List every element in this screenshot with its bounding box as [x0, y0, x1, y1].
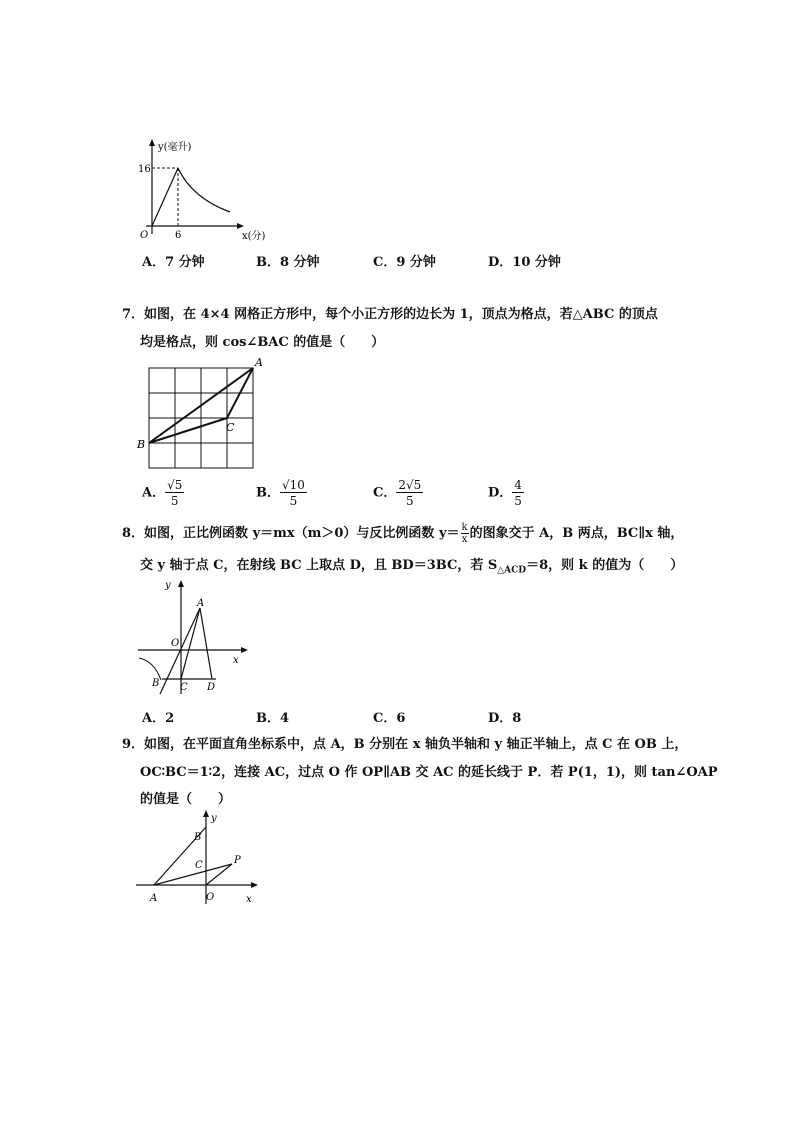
q6-decay-curve	[178, 168, 230, 212]
q8-label-o: O	[171, 638, 180, 649]
q7-option-b-den: 5	[289, 494, 298, 508]
q8-line2-b: ＝8，则 k 的值为（ ）	[526, 558, 684, 573]
q8-option-c: C．6	[373, 711, 406, 726]
q9-label-a: A	[150, 893, 158, 904]
q9-label-p: P	[234, 855, 241, 866]
q7-option-d-den: 5	[514, 494, 522, 508]
q9-label-b: B	[194, 832, 202, 843]
q9-line-ap	[154, 864, 232, 885]
q7-option-a-num: √5	[167, 478, 183, 492]
q6-x-arrow	[237, 223, 244, 229]
q6-y-label: y(毫升)	[158, 142, 192, 153]
q8-option-a: A．2	[142, 711, 175, 726]
q7-option-c-fraction	[396, 479, 423, 507]
q8-frac-num: k	[461, 521, 468, 533]
q9-label-y: y	[211, 813, 217, 824]
q8-label-b: B	[152, 678, 160, 689]
q8-option-b: B．4	[256, 711, 290, 726]
q8-figure	[134, 576, 254, 696]
q9-text-line2: OC∶BC＝1∶2，连接 AC，过点 O 作 OP∥AB 交 AC 的延长线于 P．若 P(1，1)，则 tan∠OAP	[140, 765, 718, 780]
q6-origin: O	[140, 230, 149, 241]
q7-text-line2: 均是格点，则 cos∠BAC 的值是（ ）	[140, 335, 385, 350]
q7-option-a-letter: A．	[142, 485, 166, 501]
q6-option-d: D．10 分钟	[488, 255, 561, 270]
q9-y-arrow	[203, 810, 209, 817]
q7-option-a-fraction	[165, 479, 184, 507]
q8-label-y: y	[165, 580, 171, 591]
q7-option-c-num: 2√5	[398, 478, 422, 492]
q7-grid-figure	[134, 354, 270, 474]
q8-fraction	[461, 523, 469, 545]
q8-text-line1	[122, 522, 683, 545]
q6-option-b: B．8 分钟	[256, 255, 320, 270]
q9-label-x: x	[246, 894, 252, 905]
q8-line2-a: 交 y 轴于点 C，在射线 BC 上取点 D，且 BD＝3BC，若 S	[140, 558, 498, 573]
q8-line1-b: 的图象交于 A，B 两点，BC∥x 轴，	[469, 526, 684, 541]
q7-option-c	[373, 479, 423, 507]
q7-option-b-letter: B．	[256, 485, 280, 501]
q6-option-a: A．7 分钟	[142, 255, 205, 270]
q8-line1-a: 8．如图，正比例函数 y＝mx（m＞0）与反比例函数 y＝	[122, 526, 460, 541]
q7-option-a	[142, 479, 184, 507]
q7-option-d-num: 4	[514, 478, 522, 492]
q8-option-d: D．8	[488, 711, 522, 726]
q9-x-arrow	[251, 882, 258, 888]
q9-text-line3: 的值是（ ）	[140, 792, 232, 807]
q8-line-ad	[200, 608, 212, 679]
q8-label-c: C	[180, 682, 188, 693]
q8-frac-den: x	[461, 533, 468, 545]
q7-option-c-den: 5	[406, 494, 414, 508]
q6-y-tick: 16	[138, 164, 151, 175]
q6-option-c: C．9 分钟	[373, 255, 436, 270]
q9-label-c: C	[195, 860, 203, 871]
q7-option-b-fraction	[280, 479, 307, 507]
q6-rise-line	[152, 168, 178, 226]
q8-text-line2	[140, 554, 683, 576]
q6-x-label: x(分)	[242, 231, 266, 242]
q6-y-arrow	[149, 139, 155, 146]
q8-label-x: x	[233, 655, 239, 666]
q8-x-arrow	[241, 647, 248, 653]
q7-option-d-fraction	[512, 479, 524, 507]
q7-option-b-num: √10	[282, 478, 305, 492]
q8-y-arrow	[178, 580, 184, 587]
q7-label-c: C	[226, 421, 235, 434]
q8-hyperbola-branch	[139, 658, 161, 680]
q7-option-c-letter: C．	[373, 485, 397, 501]
q7-text-line1: 7．如图，在 4×4 网格正方形中，每个小正方形的边长为 1，顶点为格点，若△ABC 的顶点	[122, 307, 658, 322]
q7-option-d-letter: D．	[488, 485, 513, 501]
q9-label-o: O	[206, 892, 215, 903]
q7-grid	[149, 368, 253, 468]
q6-x-tick: 6	[175, 230, 182, 241]
q7-option-d	[488, 479, 524, 507]
q7-option-a-den: 5	[170, 494, 179, 508]
q9-figure	[132, 808, 262, 908]
q8-label-a: A	[197, 598, 205, 609]
q7-option-b	[256, 479, 307, 507]
q8-label-d: D	[207, 682, 216, 693]
q9-text-line1: 9．如图，在平面直角坐标系中，点 A，B 分别在 x 轴负半轴和 y 轴正半轴上，点 C 在 OB 上，	[122, 737, 688, 752]
q7-label-b: B	[137, 438, 146, 451]
q7-label-a: A	[255, 356, 263, 369]
q6-graph	[132, 136, 282, 246]
q8-line2-sub: △ACD	[497, 565, 527, 576]
